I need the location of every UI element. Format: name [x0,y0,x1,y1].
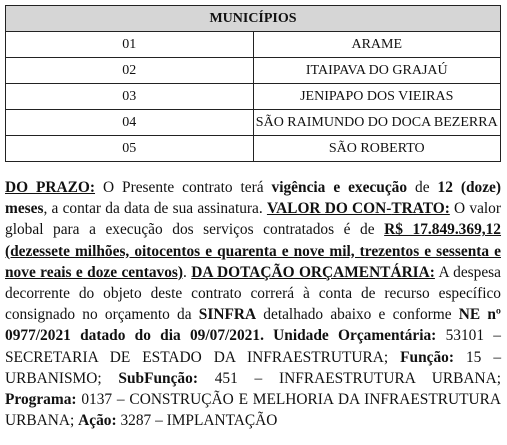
vigencia-text: vigência e execução [271,179,408,196]
municipio-name: SÃO ROBERTO [253,136,501,162]
municipio-name: JENIPAPO DOS VIEIRAS [253,84,501,110]
prazo-heading: DO PRAZO: [5,179,96,196]
programa-value: 0137 – CONSTRUÇÃO E MELHORIA DA INFRAESTRUTURA URBANA; [5,391,501,430]
table-row [6,84,501,110]
programa-label: Programa: [5,391,77,409]
dotacao-text: A despesa decorrente do objeto deste contrato correrá à conta de recurso específico consignado no orçamento da [5,263,501,324]
prazo-text: , a contar da data de sua assinatura. [43,200,267,218]
acao-label: Ação: [78,412,117,430]
municipio-name: ARAME [253,32,501,58]
row-number: 04 [6,110,254,136]
subfuncao-label: SubFunção: [118,369,198,387]
dotacao-heading: DA DOTAÇÃO ORÇAMENTÁRIA: [191,263,435,281]
ne-reference: NE nº 0977/2021 datado do dia 09/07/2021. [5,306,502,345]
valor-text: . [183,263,192,281]
table-row [6,58,501,84]
row-number: 01 [6,32,254,58]
sinfra-text: SINFRA [198,306,257,324]
prazo-text: O Presente contrato terá [95,179,272,196]
municipio-name: ITAIPAVA DO GRAJAÚ [253,58,501,84]
municipio-name: SÃO RAIMUNDO DO DOCA BEZERRA [253,110,501,136]
dotacao-text: detalhado abaixo e conforme [256,306,459,324]
table-row [6,136,501,162]
contract-value: R$ 17.849.369,12 (dezessete milhões, oitocentos e quarenta e nove mil, trezentos e sessenta e nove reais e doze centavos) [5,221,502,281]
valor-text: O valor global para a execução dos serviços contratados é de [5,200,502,239]
row-number: 03 [6,84,254,110]
uo-value: 53101 – SECRETARIA DE ESTADO DA INFRAESTRUTURA; [5,327,501,366]
row-number: 05 [6,136,254,162]
row-number: 02 [6,58,254,84]
subfuncao-value: 451 – INFRAESTRUTURA URBANA; [197,369,502,387]
prazo-text: de [407,179,438,196]
spacer-text [264,327,273,344]
contract-text [5,177,501,431]
table-row [6,110,501,136]
funcao-value: 15 – URBANISMO; [5,348,502,387]
table-header: MUNICÍPIOS [6,6,501,32]
municipios-table [5,5,501,162]
funcao-label: Função: [400,348,454,366]
table-row [6,32,501,58]
uo-label: Unidade Orçamentária: [273,327,437,345]
table-header-row [6,6,501,32]
acao-value: 3287 – IMPLANTAÇÃO [116,412,278,430]
valor-heading: TRATO: [391,200,450,218]
prazo-duration: 12 (doze) meses [5,179,502,218]
valor-heading: VALOR DO CON- [266,200,392,218]
